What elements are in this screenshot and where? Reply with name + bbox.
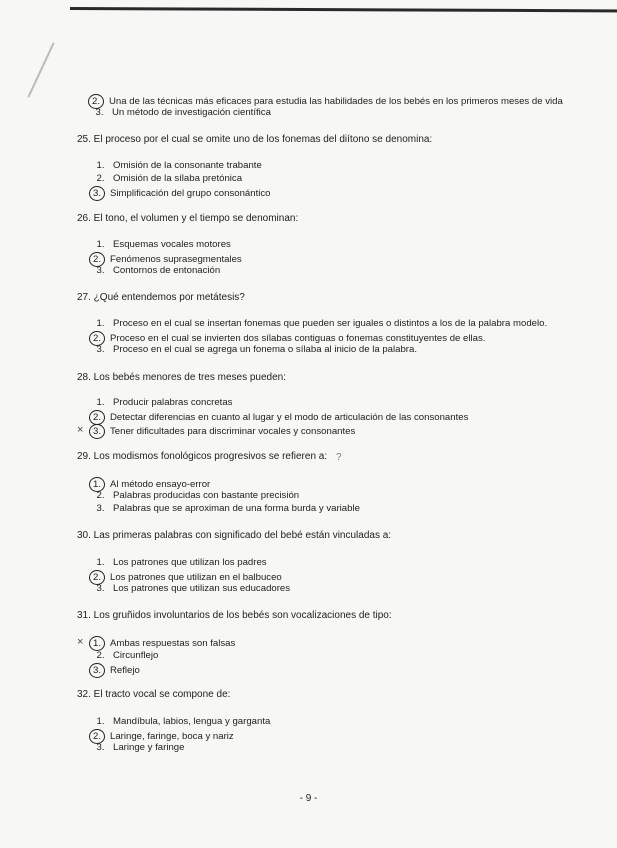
question-31: 31. Los gruñidos involuntarios de los bebés son vocalizaciones de tipo: — [77, 610, 392, 621]
option-text: Proceso en el cual se insertan fonemas que pueden ser iguales o distintos a los de la palabra modelo. — [113, 318, 548, 329]
option-text: Contornos de entonación — [113, 265, 221, 276]
option-number: 1. — [96, 239, 105, 250]
answer-circle: 2. — [89, 410, 105, 425]
answer-circle: 2. — [89, 331, 105, 346]
option-text: Omisión de la sílaba pretónica — [113, 173, 243, 184]
answer-circle: 2. — [89, 729, 105, 744]
question-32: 32. El tracto vocal se compone de: — [77, 689, 231, 700]
option-number: 1. — [96, 397, 105, 408]
option-text: Esquemas vocales motores — [113, 239, 231, 250]
option-text: Laringe, faringe, boca y nariz — [110, 731, 234, 742]
q27-option-1 — [94, 318, 547, 329]
option-text: Tener dificultades para discriminar vocales y consonantes — [110, 426, 356, 437]
option-text: Circunflejo — [113, 650, 159, 661]
option-number: 3. — [96, 265, 105, 276]
option-text: Laringe y faringe — [113, 742, 185, 753]
option-number: 3. — [96, 344, 105, 355]
option-text: Mandíbula, labios, lengua y garganta — [113, 716, 271, 727]
option-text: Proceso en el cual se agrega un fonema o sílaba al inicio de la palabra. — [113, 344, 417, 355]
option-text: Reflejo — [110, 665, 140, 676]
cross-mark: × — [77, 424, 84, 436]
option-text: Palabras producidas con bastante precisión — [113, 490, 300, 501]
q25-option-1 — [94, 160, 262, 171]
q29-option-3 — [94, 503, 360, 514]
question-28: 28. Los bebés menores de tres meses pueden: — [77, 372, 287, 383]
option-text: Producir palabras concretas — [113, 397, 233, 408]
q25-option-3 — [91, 186, 271, 201]
cross-mark: × — [77, 636, 84, 648]
answer-circle: 1. — [89, 477, 105, 492]
option-text: Al método ensayo-error — [110, 479, 211, 490]
option-text: Un método de investigación científica — [112, 107, 271, 118]
option-text: Palabras que se aproximan de una forma burda y variable — [113, 503, 360, 514]
option-number: 3. — [96, 583, 105, 594]
option-text: Los patrones que utilizan los padres — [113, 557, 267, 568]
question-26: 26. El tono, el volumen y el tiempo se denominan: — [77, 213, 299, 224]
option-number: 3. — [95, 107, 104, 118]
question-mark-annotation: ? — [336, 452, 342, 463]
q26-option-1 — [94, 239, 231, 250]
answer-circle: 3. — [89, 186, 105, 201]
option-number: 1. — [92, 638, 101, 649]
option-number: 1. — [96, 160, 105, 171]
option-number: 2. — [96, 490, 105, 501]
q30-option-1 — [94, 557, 267, 568]
q31-option-3 — [91, 663, 140, 678]
option-text: Simplificación del grupo consonántico — [110, 188, 271, 199]
option-text: Los patrones que utilizan sus educadores — [113, 583, 291, 594]
question-27: 27. ¿Qué entendemos por metátesis? — [77, 292, 245, 303]
q32-option-1 — [94, 716, 270, 727]
q28-option-2 — [91, 410, 468, 425]
answer-circle: 2. — [89, 570, 105, 585]
carryover-option-3 — [93, 107, 271, 118]
q31-option-2 — [94, 650, 158, 661]
page-number: - 9 - — [299, 793, 318, 804]
answer-circle — [77, 424, 105, 439]
option-text: Los patrones que utilizan en el balbuceo — [110, 572, 282, 583]
option-number: 3. — [96, 503, 105, 514]
answer-circle — [77, 636, 105, 651]
question-29: 29. Los modismos fonológicos progresivos se refieren a: — [77, 451, 328, 462]
option-number: 1. — [96, 716, 105, 727]
option-text: Omisión de la consonante trabante — [113, 160, 262, 171]
option-text: Ambas respuestas son falsas — [110, 638, 236, 649]
answer-circle: 2. — [88, 94, 104, 109]
option-number: 2. — [96, 650, 105, 661]
q30-option-3 — [94, 583, 290, 594]
option-text: Una de las técnicas más eficaces para estudia las habilidades de los bebés en los primeros meses de vida — [109, 96, 563, 107]
top-border-line — [70, 7, 617, 12]
answer-circle: 2. — [89, 252, 105, 267]
question-30: 30. Las primeras palabras con significado del bebé están vinculadas a: — [77, 530, 392, 541]
q27-option-3 — [94, 344, 417, 355]
option-text: Proceso en el cual se invierten dos sílabas contiguas o fonemas constituyentes de ellas. — [110, 333, 486, 344]
option-number: 3. — [92, 426, 101, 437]
option-number: 1. — [96, 557, 105, 568]
option-number: 2. — [96, 173, 105, 184]
q31-option-1 — [77, 636, 236, 651]
q28-option-3 — [77, 424, 356, 439]
q26-option-3 — [94, 265, 220, 276]
q32-option-3 — [94, 742, 184, 753]
option-text: Detectar diferencias en cuanto al lugar y el modo de articulación de las consonantes — [110, 412, 469, 423]
pencil-scratch — [27, 42, 54, 97]
q28-option-1 — [94, 397, 232, 408]
option-number: 1. — [96, 318, 105, 329]
q25-option-2 — [94, 173, 242, 184]
question-25: 25. El proceso por el cual se omite uno de los fonemas del diítono se denomina: — [77, 134, 433, 145]
answer-circle: 3. — [89, 663, 105, 678]
option-text: Fenómenos suprasegmentales — [110, 254, 242, 265]
option-number: 3. — [96, 742, 105, 753]
q29-option-2 — [94, 490, 299, 501]
